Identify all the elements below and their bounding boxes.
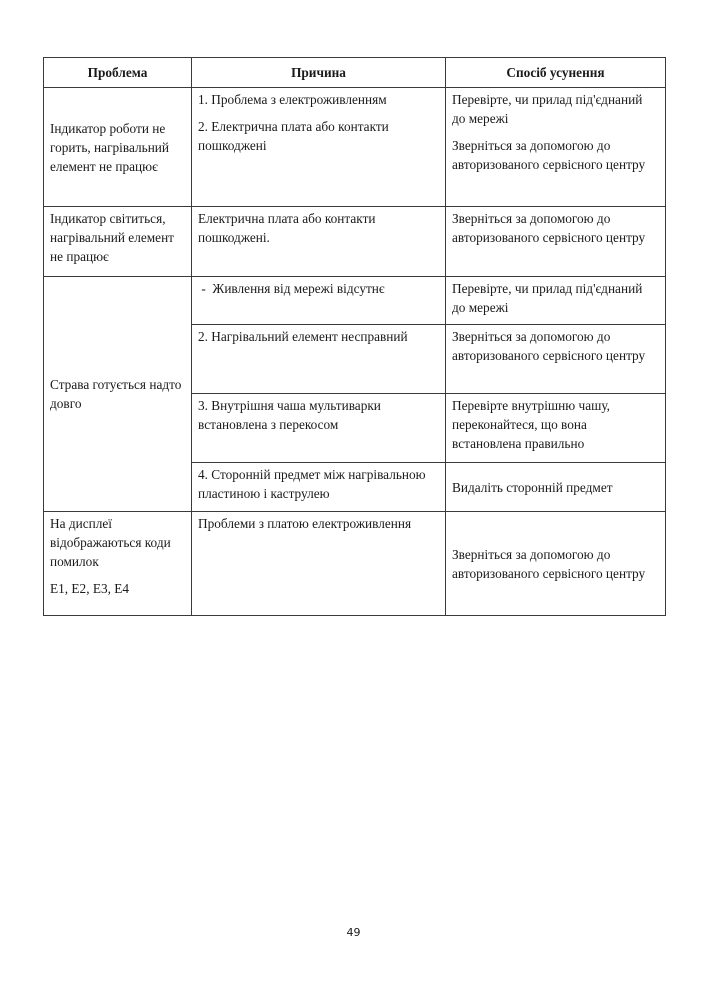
problem-cell [44, 512, 192, 616]
header-solution: Спосіб усунення [446, 58, 666, 88]
cause-cell: 2. Нагрівальний елемент несправний [192, 325, 446, 394]
page-number: 49 [346, 926, 361, 939]
solution-cell [446, 88, 666, 207]
error-codes: E1, E2, E3, E4 [50, 581, 130, 596]
problem-cell: Індикатор світиться, нагрівальний елемент не працює [44, 207, 192, 277]
cause-cell: Електрична плата або контакти пошкоджені. [192, 207, 446, 277]
cause-text: 1. Проблема з електроживленням [198, 92, 387, 107]
problem-cell [44, 88, 192, 207]
cause-cell: 3. Внутрішня чаша мультиварки встановлена з перекосом [192, 394, 446, 463]
cause-cell [192, 88, 446, 207]
solution-cell: Перевірте внутрішню чашу, переконайтеся, що вона встановлена правильно [446, 394, 666, 463]
solution-cell: Зверніться за допомогою до авторизованого сервісного центру [446, 512, 666, 616]
header-problem: Проблема [44, 58, 192, 88]
troubleshooting-table [43, 57, 666, 616]
solution-cell: Зверніться за допомогою до авторизованого сервісного центру [446, 325, 666, 394]
table-header-row [44, 58, 666, 88]
cause-cell: Проблеми з платою електроживлення [192, 512, 446, 616]
table-row [44, 512, 666, 616]
problem-text: Індикатор роботи не горить, нагрівальний елемент не працює [50, 120, 170, 174]
problem-cell: Страва готується надто довго [44, 277, 192, 512]
cause-text: 2. Електрична плата або контакти пошкоджені [198, 119, 389, 153]
solution-cell: Зверніться за допомогою до авторизованого сервісного центру [446, 207, 666, 277]
solution-cell: Видаліть сторонній предмет [446, 463, 666, 512]
cause-cell: - Живлення від мережі відсутнє [192, 277, 446, 325]
cause-cell: 4. Сторонній предмет між нагрівальною пластиною і каструлею [192, 463, 446, 512]
problem-text: На дисплеї відображаються коди помилок [50, 516, 171, 569]
solution-cell: Перевірте, чи прилад під'єднаний до мережі [446, 277, 666, 325]
table-row [44, 277, 666, 325]
solution-text: Перевірте, чи прилад під'єднаний до мережі [452, 92, 643, 126]
table-row [44, 207, 666, 277]
header-cause: Причина [192, 58, 446, 88]
table-row [44, 88, 666, 207]
solution-text: Зверніться за допомогою до авторизованого сервісного центру [452, 138, 646, 172]
